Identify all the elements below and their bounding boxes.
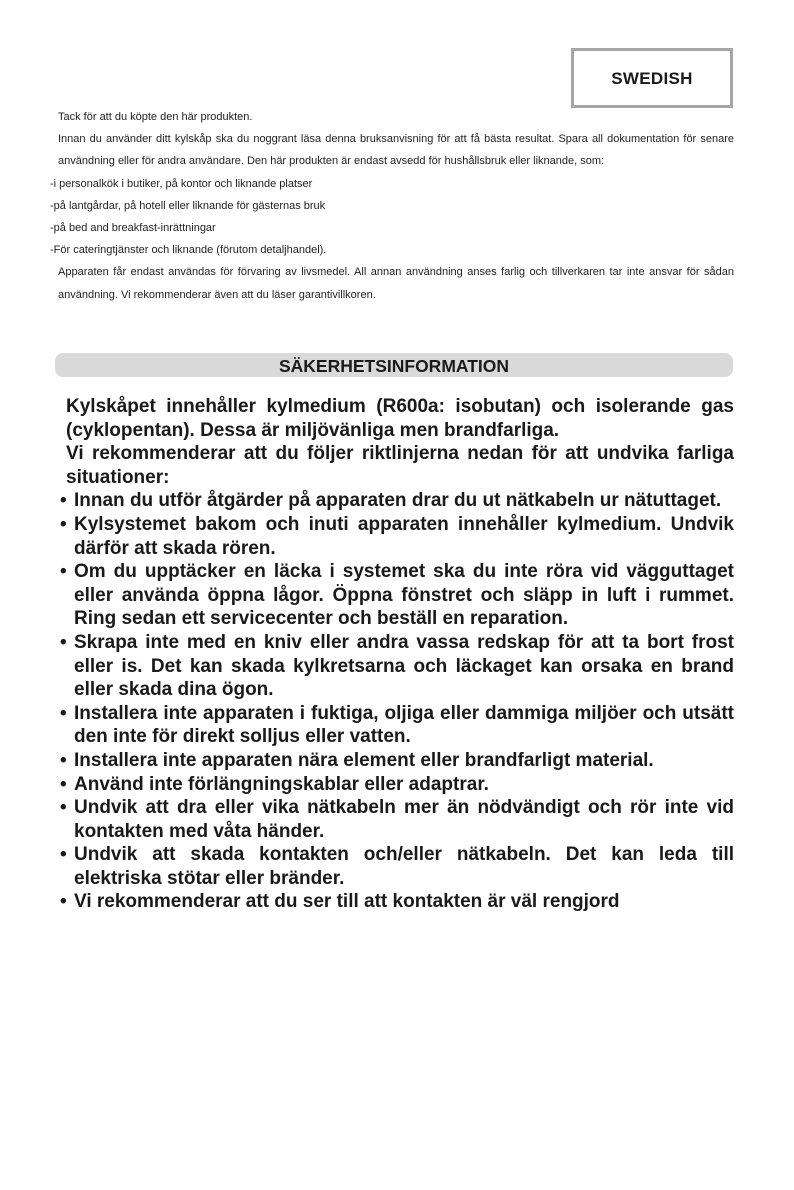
safety-bullet: • Installera inte apparaten i fuktiga, oljiga eller dammiga miljöer och utsätt den inte för direkt solljus eller vatten. [64,702,734,749]
safety-bullet: • Undvik att dra eller vika nätkabeln mer än nödvändigt och rör inte vid kontakten med våta händer. [64,796,734,843]
safety-bullet: • Installera inte apparaten nära element eller brandfarligt material. [64,749,734,773]
intended-use-item: -på lantgårdar, på hotell eller liknande för gästernas bruk [50,199,326,212]
intro-thanks: Tack för att du köpte den här produkten. [58,111,253,123]
safety-bullet: • Skrapa inte med en kniv eller andra vassa redskap för att ta bort frost eller is. Det kan skada kylkretsarna och läckaget kan orsaka en brand eller skada dina ögon. [64,631,734,702]
safety-recommendation: Vi rekommenderar att du följer riktlinjerna nedan för att undvika farliga situationer: [66,443,734,488]
language-label-box [571,48,733,108]
intended-use-item: -på bed and breakfast-inrättningar [50,222,216,235]
intro-closing: Apparaten får endast användas för förvaring av livsmedel. All annan användning anses farlig och tillverkaren tar inte ansvar för sådan användning. Vi rekommenderar även att du läser garantivillkoren. [58,266,734,301]
intro-paragraph: Innan du använder ditt kylskåp ska du noggrant läsa denna bruksanvisning för att få bästa resultat. Spara all dokumentation för senare användning eller för andra användare. Den här produkten är endast avsedd för hushållsbruk eller liknande, som: [58,133,734,168]
safety-bullet: • Undvik att skada kontakten och/eller nätkabeln. Det kan leda till elektriska stötar eller bränder. [64,843,734,890]
safety-bullet: • Kylsystemet bakom och inuti apparaten innehåller kylmedium. Undvik därför att skada rören. [64,513,734,560]
language-label: SWEDISH [611,69,693,88]
safety-bullet: • Använd inte förlängningskablar eller adaptrar. [64,773,734,797]
intro-section [50,106,734,306]
safety-section [66,395,734,914]
intended-use-item: -För cateringtjänster och liknande (förutom detaljhandel). [50,244,327,257]
intended-use-item: -i personalkök i butiker, på kontor och liknande platser [50,177,313,190]
safety-bullet: • Om du upptäcker en läcka i systemet ska du inte röra vid vägguttaget eller använda öppna lågor. Öppna fönstret och släpp in luft i rummet. Ring sedan ett servicecenter och beställ en reparation. [64,560,734,631]
safety-intro-paragraph: Kylskåpet innehåller kylmedium (R600a: isobutan) och isolerande gas (cyklopentan). Dessa är miljövänliga men brandfarliga. [66,396,734,441]
safety-bullet: • Innan du utför åtgärder på apparaten drar du ut nätkabeln ur nätuttaget. [64,489,734,513]
section-heading-bar [55,353,733,377]
safety-bullet: • Vi rekommenderar att du ser till att kontakten är väl rengjord [64,890,734,914]
safety-bullet-list [66,489,734,914]
section-title: SÄKERHETSINFORMATION [278,356,510,376]
